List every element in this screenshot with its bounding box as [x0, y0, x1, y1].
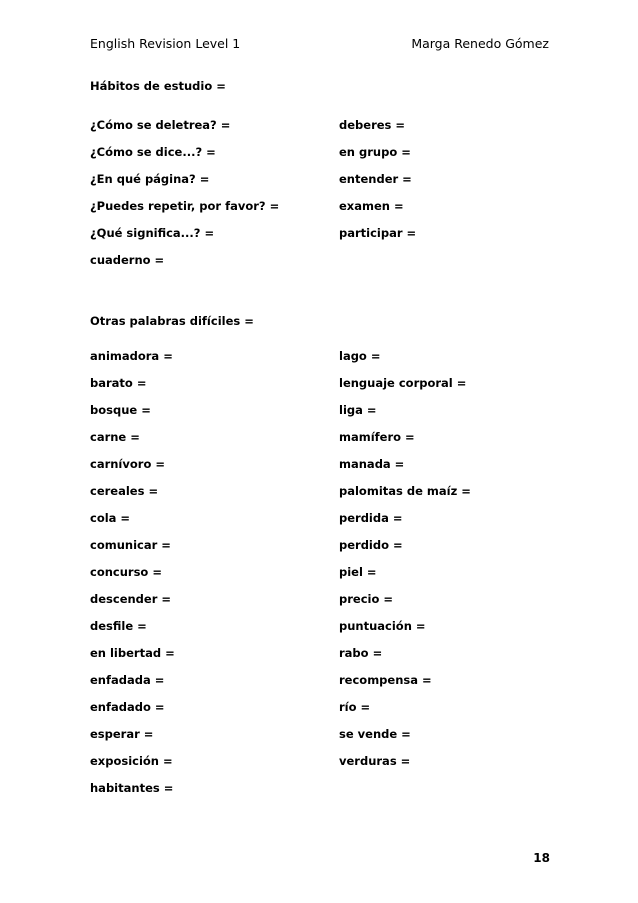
vocab-item: carne =	[90, 430, 140, 444]
vocab-item: perdido =	[339, 538, 403, 552]
vocab-item: enfadado =	[90, 700, 165, 714]
vocab-item: barato =	[90, 376, 147, 390]
vocab-item: en libertad =	[90, 646, 175, 660]
vocab-item: mamífero =	[339, 430, 415, 444]
vocab-item: cuaderno =	[90, 253, 165, 267]
vocab-item: descender =	[90, 592, 172, 606]
vocab-item: lenguaje corporal =	[339, 376, 467, 390]
vocab-item: bosque =	[90, 403, 151, 417]
section-title-study-habits: Hábitos de estudio =	[90, 79, 226, 93]
vocab-item: comunicar =	[90, 538, 171, 552]
header-author: Marga Renedo Gómez	[411, 36, 549, 51]
vocab-item: liga =	[339, 403, 377, 417]
vocab-item: desfile =	[90, 619, 147, 633]
vocab-item: concurso =	[90, 565, 162, 579]
vocab-item: cola =	[90, 511, 131, 525]
page-number: 18	[533, 851, 550, 865]
vocab-item: lago =	[339, 349, 381, 363]
vocab-item: animadora =	[90, 349, 173, 363]
vocab-item: en grupo =	[339, 145, 411, 159]
vocab-item: rabo =	[339, 646, 383, 660]
vocab-item: piel =	[339, 565, 377, 579]
header-course-title: English Revision Level 1	[90, 36, 241, 51]
vocab-item: ¿En qué página? =	[90, 172, 210, 186]
page-header	[90, 36, 549, 58]
vocab-item: ¿Puedes repetir, por favor? =	[90, 199, 280, 213]
vocab-item: ¿Cómo se dice...? =	[90, 145, 216, 159]
vocab-item: deberes =	[339, 118, 406, 132]
vocab-item: se vende =	[339, 727, 411, 741]
vocab-item: manada =	[339, 457, 405, 471]
vocab-item: exposición =	[90, 754, 173, 768]
vocab-item: palomitas de maíz =	[339, 484, 471, 498]
vocab-item: verduras =	[339, 754, 411, 768]
vocab-item: recompensa =	[339, 673, 432, 687]
vocab-item: cereales =	[90, 484, 159, 498]
vocab-item: precio =	[339, 592, 394, 606]
vocab-item: puntuación =	[339, 619, 426, 633]
vocab-item: enfadada =	[90, 673, 165, 687]
vocab-item: participar =	[339, 226, 417, 240]
section-title-difficult-words: Otras palabras difíciles =	[90, 314, 254, 328]
vocab-item: perdida =	[339, 511, 403, 525]
vocab-item: ¿Qué significa...? =	[90, 226, 215, 240]
vocab-item: examen =	[339, 199, 404, 213]
vocab-item: habitantes =	[90, 781, 174, 795]
vocab-item: río =	[339, 700, 371, 714]
vocab-item: esperar =	[90, 727, 154, 741]
vocab-item: carnívoro =	[90, 457, 165, 471]
vocab-item: entender =	[339, 172, 412, 186]
vocab-item: ¿Cómo se deletrea? =	[90, 118, 231, 132]
